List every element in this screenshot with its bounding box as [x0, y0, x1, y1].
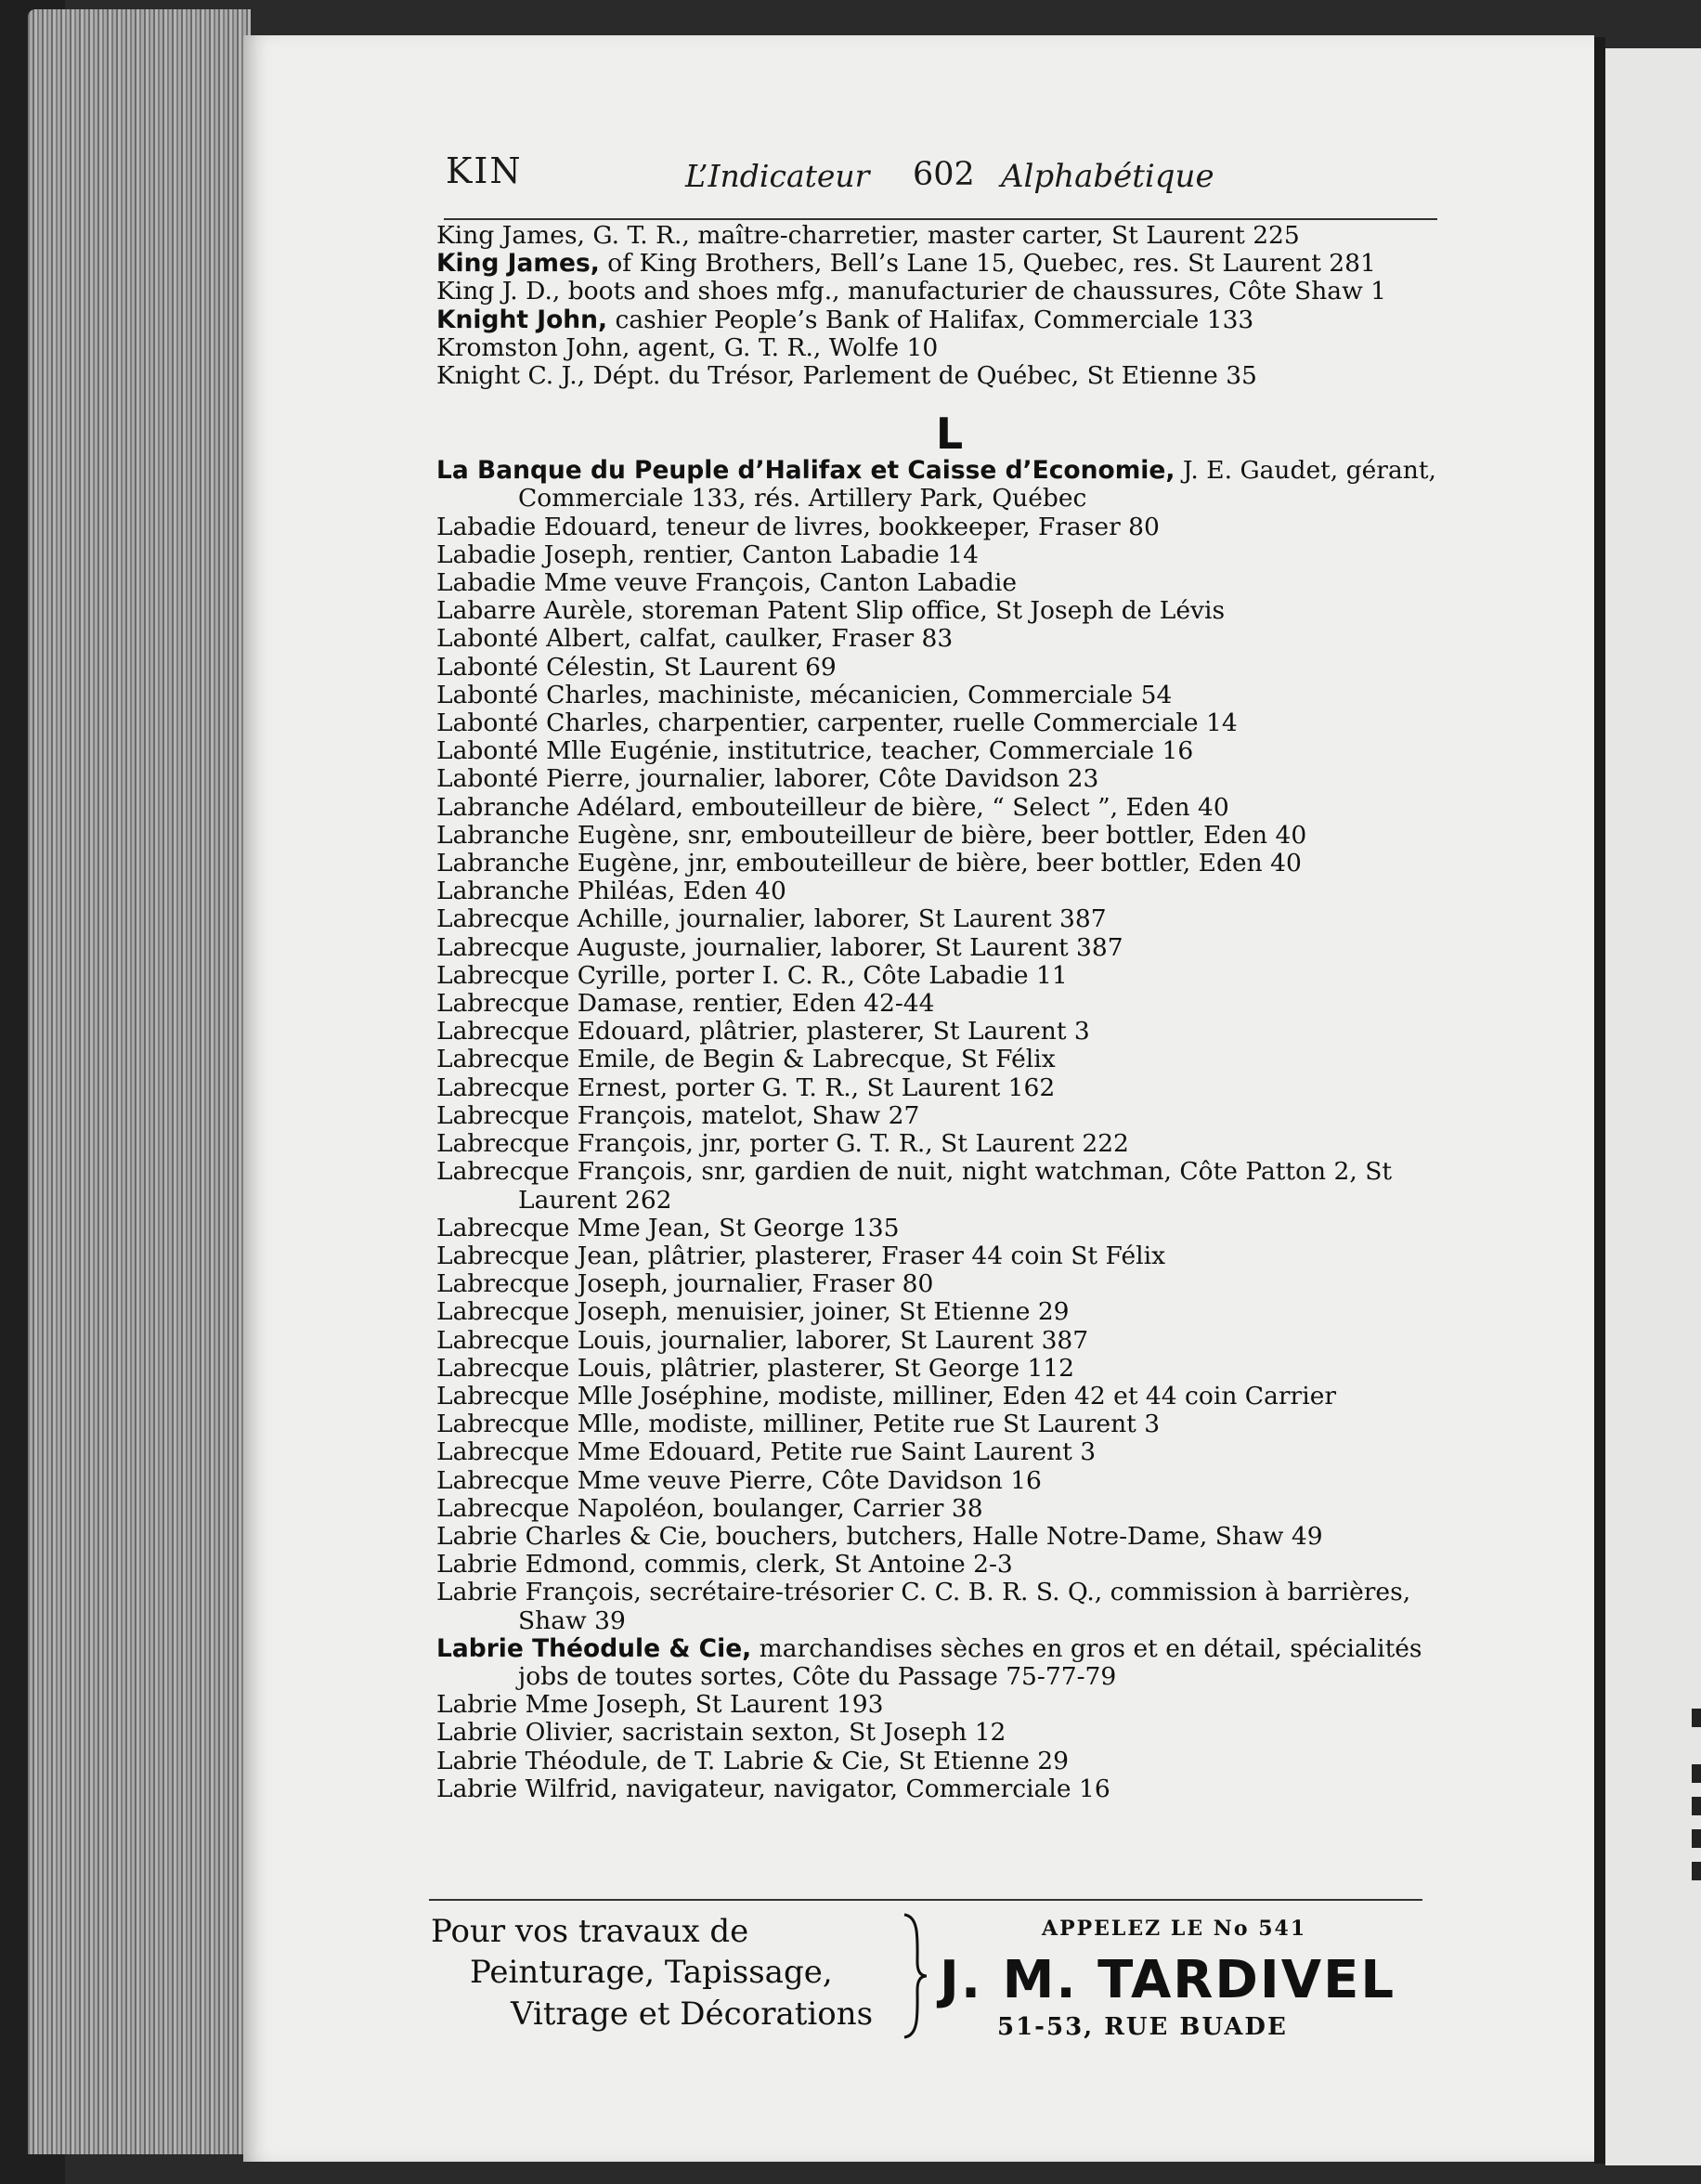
- advertisement: [429, 1905, 1432, 2063]
- entry-text: marchandises sèches en gros et en détail, spécialités jobs de toutes sortes, Côte du Passage 75-77-79: [518, 1633, 1422, 1691]
- directory-entry: [436, 569, 1444, 597]
- entry-text: Labrecque Mme veuve Pierre, Côte Davidson 16: [436, 1465, 1042, 1495]
- entry-text: King J. D., boots and shoes mfg., manufacturier de chaussures, Côte Shaw 1: [436, 277, 1387, 306]
- entry-text: Labrie Olivier, sacristain sexton, St Joseph 12: [436, 1718, 1006, 1748]
- entry-bold-name: Labrie Théodule & Cie,: [436, 1633, 752, 1663]
- entries-k: [436, 222, 1444, 390]
- directory-entry: [436, 709, 1444, 737]
- entry-text: Labrecque Mlle, modiste, milliner, Petite rue St Laurent 3: [436, 1410, 1161, 1439]
- directory-entry: [436, 1635, 1444, 1691]
- directory-entry: [436, 905, 1444, 933]
- running-header: [444, 150, 1437, 215]
- directory-entry: [436, 1383, 1444, 1410]
- entry-text: Labadie Joseph, rentier, Canton Labadie 14: [436, 540, 979, 569]
- entry-text: Labrie Mme Joseph, St Laurent 193: [436, 1690, 884, 1720]
- entry-bold-name: King James,: [436, 249, 600, 279]
- entry-text: Labrecque Emile, de Begin & Labrecque, St Félix: [436, 1045, 1056, 1074]
- page-number: 602: [913, 156, 975, 193]
- entry-text: Labranche Philéas, Eden 40: [436, 877, 786, 906]
- entry-text: Labrecque Jean, plâtrier, plasterer, Fraser 44 coin St Félix: [436, 1241, 1166, 1270]
- header-title-right: Alphabétique: [1001, 158, 1214, 195]
- facing-page-text-fragment: [1692, 1709, 1701, 1727]
- advert-address: 51-53, RUE BUADE: [997, 2013, 1288, 2041]
- directory-entry: [436, 850, 1444, 878]
- facing-page-text-fragment: [1692, 1829, 1701, 1848]
- directory-entry: [436, 934, 1444, 962]
- directory-entry: [436, 278, 1444, 306]
- entry-text: Labrie Edmond, commis, clerk, St Antoine 2-3: [436, 1550, 1013, 1580]
- section-letter: L: [935, 409, 964, 460]
- advert-rule: [429, 1899, 1422, 1901]
- advert-text-line: Vitrage et Décorations: [511, 1996, 874, 2033]
- entry-text: Labrie François, secrétaire-trésorier C. C. B. R. S. Q., commission à barrières, Shaw 39: [436, 1578, 1411, 1635]
- directory-entry: [436, 1691, 1444, 1719]
- entry-text: Labonté Mlle Eugénie, institutrice, teacher, Commerciale 16: [436, 736, 1194, 766]
- entry-text: Labrecque Mme Edouard, Petite rue Saint Laurent 3: [436, 1437, 1097, 1467]
- entry-bold-name: Knight John,: [436, 305, 608, 334]
- entry-text: Labonté Charles, charpentier, carpenter, ruelle Commerciale 14: [436, 708, 1238, 738]
- advert-text-line: Pour vos travaux de: [431, 1913, 749, 1950]
- directory-entry: [436, 682, 1444, 709]
- facing-page-text-fragment: [1692, 1764, 1701, 1783]
- entry-text: King James, G. T. R., maître-charretier, master carter, St Laurent 225: [436, 221, 1300, 250]
- entry-text: cashier People’s Bank of Halifax, Commerciale 133: [607, 305, 1254, 334]
- directory-entry: [436, 794, 1444, 822]
- entry-text: Labonté Charles, machiniste, mécanicien, Commerciale 54: [436, 680, 1173, 709]
- directory-entry: [436, 990, 1444, 1018]
- directory-entry: [436, 541, 1444, 569]
- entry-text: Labrecque Edouard, plâtrier, plasterer, St Laurent 3: [436, 1017, 1090, 1046]
- directory-entry: [436, 1270, 1444, 1298]
- entries-l: [436, 457, 1444, 1803]
- directory-entry: [436, 306, 1444, 334]
- entry-text: Labarre Aurèle, storeman Patent Slip office, St Joseph de Lévis: [436, 596, 1226, 626]
- directory-entry: [436, 1438, 1444, 1466]
- entry-text: Labonté Pierre, journalier, laborer, Côte Davidson 23: [436, 764, 1099, 794]
- entry-text: Labrecque Auguste, journalier, laborer, St Laurent 387: [436, 932, 1123, 962]
- directory-entry: [436, 1355, 1444, 1383]
- entry-text: Knight C. J., Dépt. du Trésor, Parlement de Québec, St Etienne 35: [436, 361, 1257, 391]
- directory-entry: [436, 1158, 1444, 1214]
- directory-entry: [436, 1242, 1444, 1270]
- directory-entry: [436, 250, 1444, 278]
- advert-text-line: Peinturage, Tapissage,: [470, 1954, 833, 1991]
- header-key-word: KIN: [446, 150, 523, 191]
- entry-bold-name: La Banque du Peuple d’Halifax et Caisse d’Economie,: [436, 456, 1175, 486]
- directory-entry: [436, 625, 1444, 653]
- directory-entry: [436, 1130, 1444, 1158]
- directory-entry: [436, 457, 1444, 513]
- entry-text: Labrecque François, matelot, Shaw 27: [436, 1100, 920, 1130]
- entry-text: J. E. Gaudet, gérant, Commerciale 133, rés. Artillery Park, Québec: [518, 456, 1436, 514]
- directory-entry: [436, 1495, 1444, 1523]
- advert-business-name: J. M. TARDIVEL: [940, 1950, 1396, 2010]
- directory-entry: [436, 334, 1444, 362]
- directory-entry: [436, 654, 1444, 682]
- entry-text: Labrecque Mlle Joséphine, modiste, milliner, Eden 42 et 44 coin Carrier: [436, 1381, 1337, 1410]
- directory-entry: [436, 737, 1444, 765]
- directory-entry: [436, 1579, 1444, 1634]
- page-edges: [28, 9, 251, 2154]
- entry-text: Labrecque Damase, rentier, Eden 42-44: [436, 989, 935, 1019]
- entry-text: Labrecque Napoléon, boulanger, Carrier 38: [436, 1493, 983, 1523]
- entry-text: Labranche Adélard, embouteilleur de bière, “ Select ”, Eden 40: [436, 792, 1229, 822]
- entry-text: Labrie Charles & Cie, bouchers, butchers, Halle Notre-Dame, Shaw 49: [436, 1521, 1323, 1551]
- directory-entry: [436, 362, 1444, 390]
- entry-text: Labrecque Joseph, journalier, Fraser 80: [436, 1269, 934, 1299]
- directory-entry: [436, 597, 1444, 625]
- directory-entry: [436, 1215, 1444, 1242]
- entry-text: Kromston John, agent, G. T. R., Wolfe 10: [436, 332, 939, 362]
- entry-text: Labrecque François, snr, gardien de nuit, night watchman, Côte Patton 2, St Laurent 262: [436, 1157, 1393, 1215]
- entry-text: Labrecque Ernest, porter G. T. R., St Laurent 162: [436, 1072, 1056, 1102]
- directory-entry: [436, 1018, 1444, 1046]
- directory-entry: [436, 1523, 1444, 1551]
- directory-entry: [436, 765, 1444, 793]
- entry-text: Labrecque Cyrille, porter I. C. R., Côte Labadie 11: [436, 960, 1068, 990]
- entry-text: Labrecque Louis, journalier, laborer, St Laurent 387: [436, 1325, 1089, 1355]
- entry-text: Labrecque Joseph, menuisier, joiner, St Etienne 29: [436, 1297, 1070, 1327]
- entry-text: Labranche Eugène, snr, embouteilleur de bière, beer bottler, Eden 40: [436, 820, 1307, 850]
- directory-entry: [436, 822, 1444, 850]
- directory-entry: [436, 1102, 1444, 1130]
- directory-entry: [436, 1775, 1444, 1803]
- entry-text: Labrecque Achille, journalier, laborer, St Laurent 387: [436, 904, 1107, 934]
- directory-entry: [436, 1551, 1444, 1579]
- directory-entry: [436, 514, 1444, 541]
- book-gutter: [1594, 37, 1605, 2164]
- entry-text: Labrecque François, jnr, porter G. T. R., St Laurent 222: [436, 1129, 1129, 1159]
- entry-text: Labrie Wilfrid, navigateur, navigator, Commerciale 16: [436, 1774, 1110, 1803]
- entry-text: Labrie Théodule, de T. Labrie & Cie, St Etienne 29: [436, 1746, 1069, 1775]
- entry-text: Labrecque Mme Jean, St George 135: [436, 1213, 900, 1242]
- facing-page: [1605, 48, 1701, 2165]
- facing-page-text-fragment: [1692, 1862, 1701, 1880]
- entry-text: Labonté Albert, calfat, caulker, Fraser 83: [436, 624, 954, 654]
- directory-entry: [436, 1046, 1444, 1073]
- directory-entry: [436, 962, 1444, 990]
- advert-phone: APPELEZ LE No 541: [1042, 1917, 1307, 1941]
- header-rule: [444, 218, 1437, 220]
- directory-entry: [436, 1467, 1444, 1495]
- directory-entry: [436, 878, 1444, 905]
- directory-entry: [436, 1719, 1444, 1747]
- directory-entry: [436, 1327, 1444, 1355]
- directory-entry: [436, 1410, 1444, 1438]
- facing-page-text-fragment: [1692, 1797, 1701, 1815]
- directory-entry: [436, 1298, 1444, 1326]
- entry-text: of King Brothers, Bell’s Lane 15, Quebec, res. St Laurent 281: [599, 249, 1376, 279]
- curly-brace-icon: [901, 1911, 928, 2041]
- directory-entry: [436, 222, 1444, 250]
- entry-text: Labadie Edouard, teneur de livres, bookkeeper, Fraser 80: [436, 512, 1160, 541]
- directory-entries: [436, 222, 1444, 1803]
- entry-text: Labonté Célestin, St Laurent 69: [436, 652, 837, 682]
- entry-text: Labadie Mme veuve François, Canton Labadie: [436, 568, 1018, 598]
- entry-text: Labranche Eugène, jnr, embouteilleur de bière, beer bottler, Eden 40: [436, 849, 1302, 878]
- header-title-left: L’Indicateur: [685, 158, 870, 194]
- directory-entry: [436, 1748, 1444, 1775]
- directory-entry: [436, 1074, 1444, 1102]
- entry-text: Labrecque Louis, plâtrier, plasterer, St George 112: [436, 1353, 1075, 1383]
